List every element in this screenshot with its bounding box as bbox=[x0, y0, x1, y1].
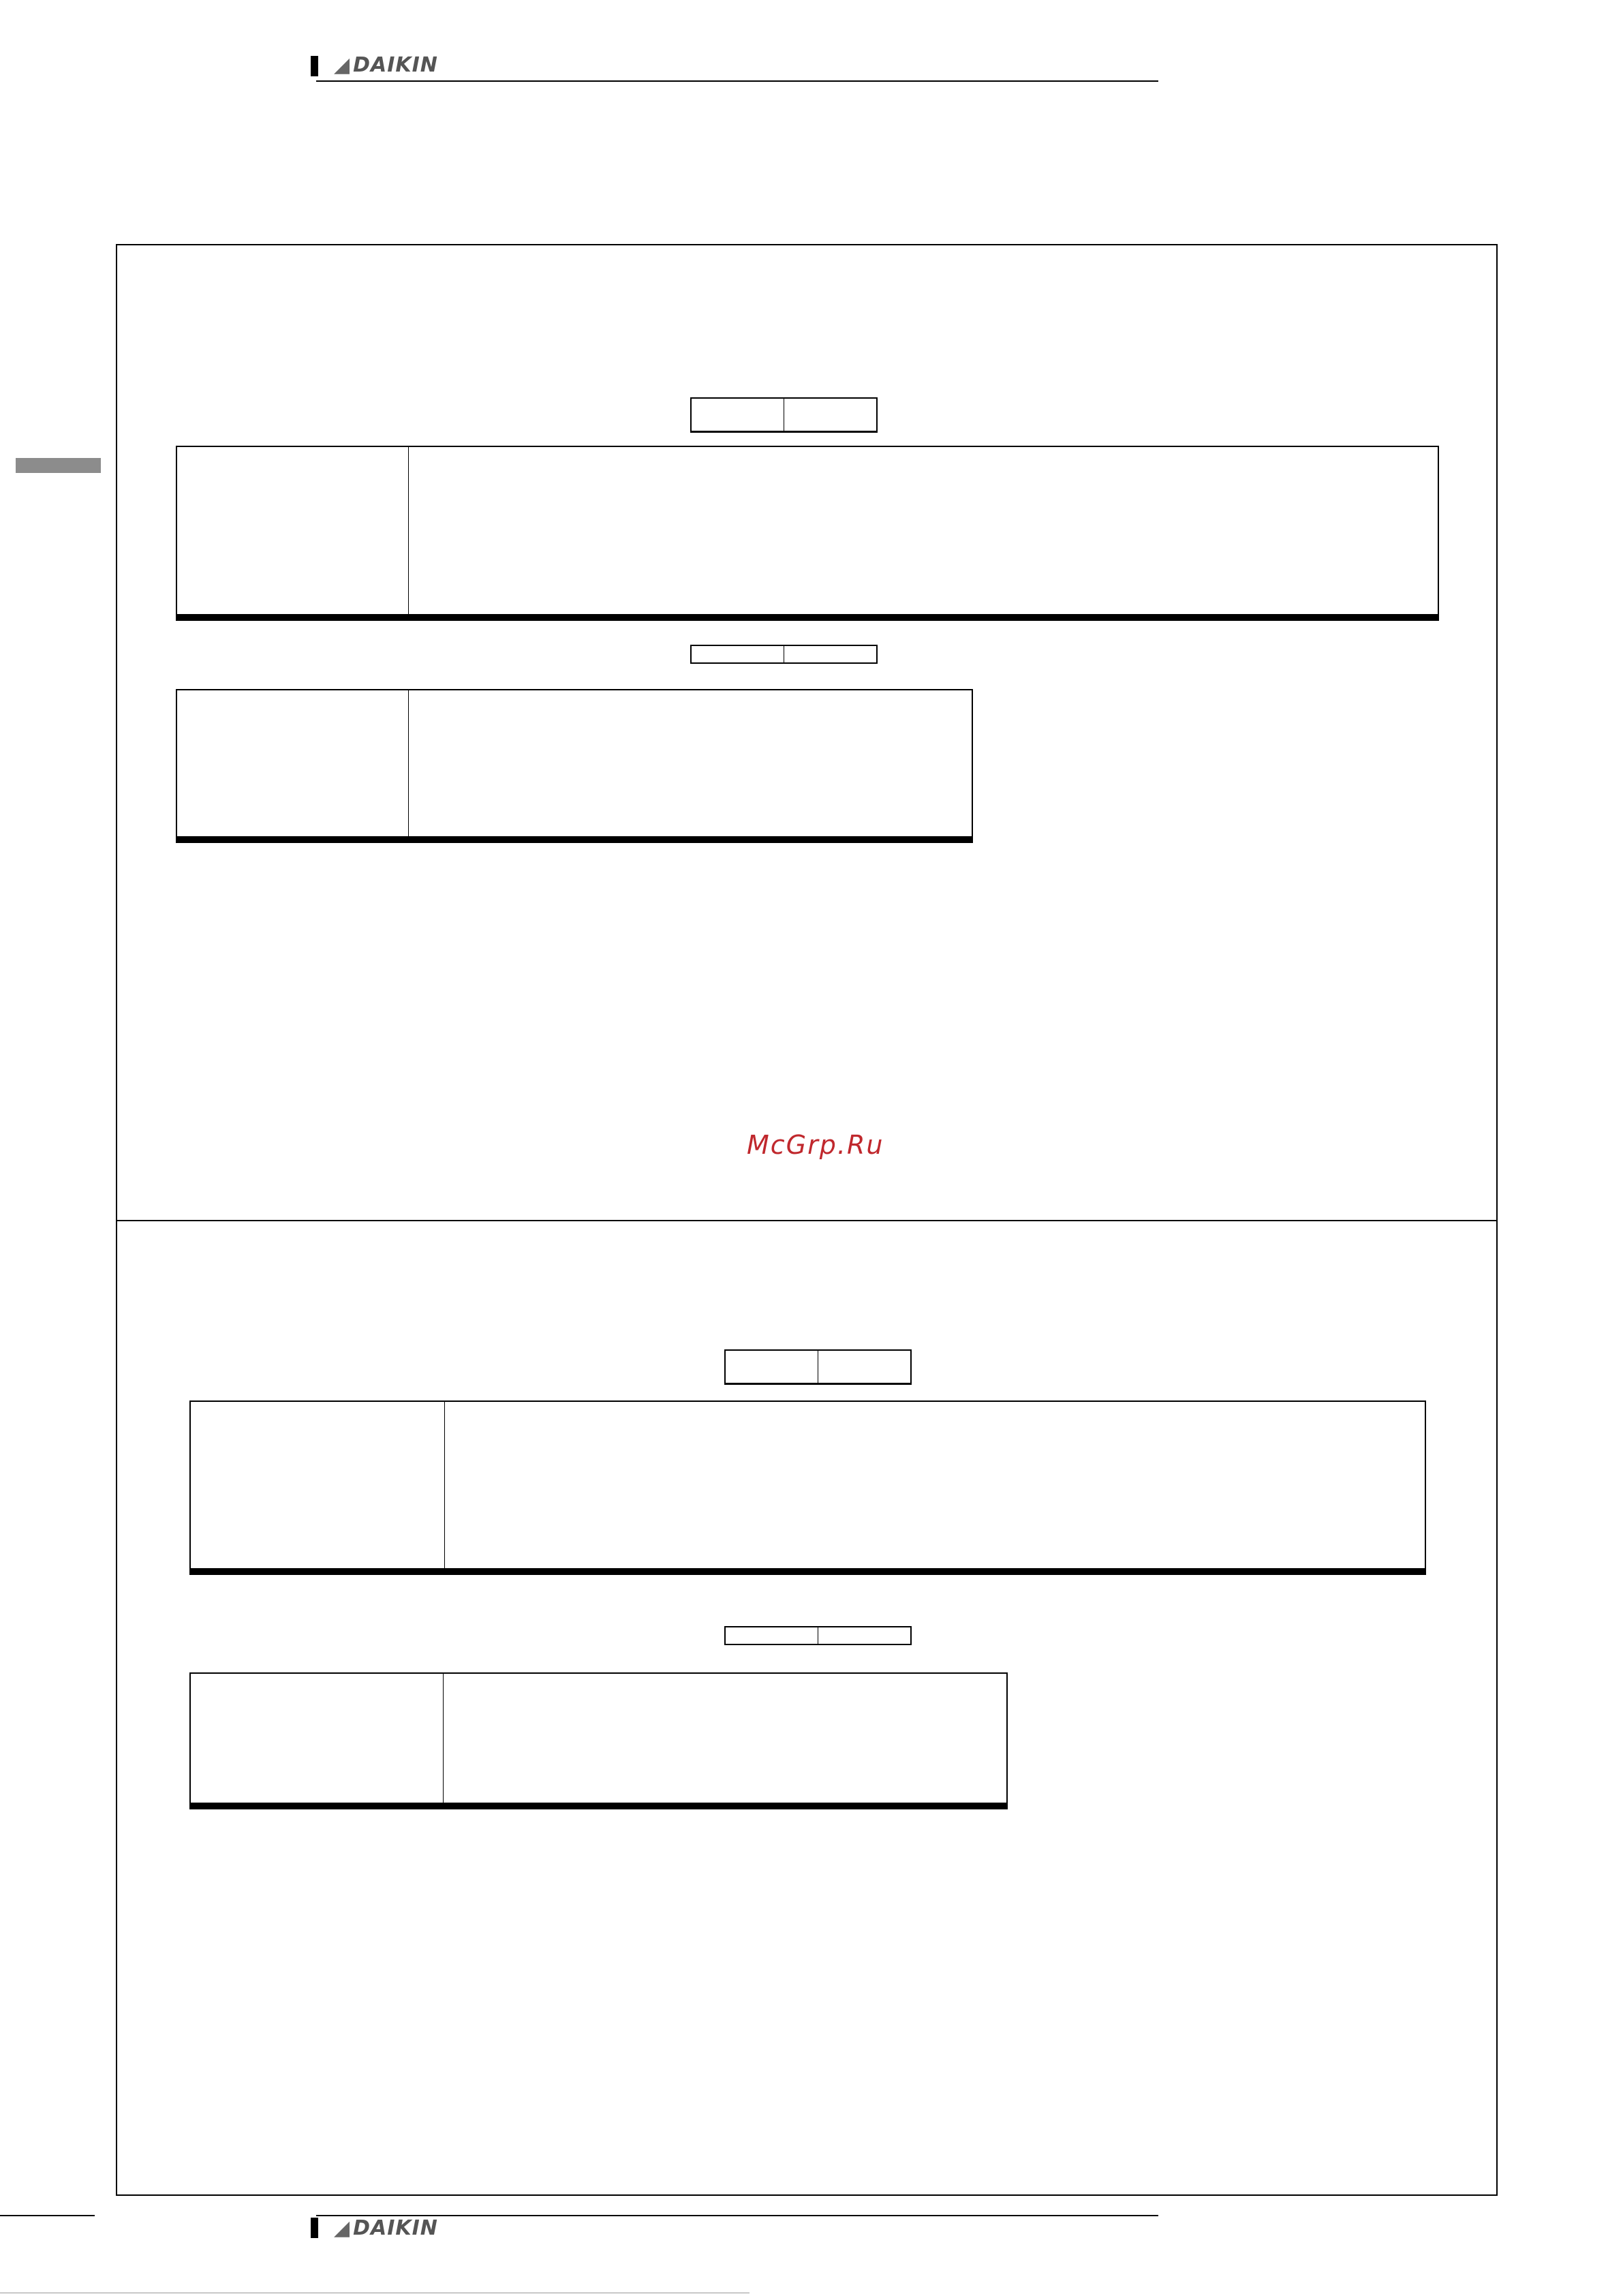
watermark-text: McGrp.Ru bbox=[747, 1130, 884, 1160]
header-logo-mark bbox=[311, 56, 318, 76]
data-table-3 bbox=[189, 1400, 1426, 1575]
data-table-2 bbox=[176, 689, 973, 843]
header-daikin-logo: ◢ DAIKIN bbox=[334, 53, 438, 77]
caption-table-3 bbox=[724, 1349, 912, 1385]
footer-logo-mark bbox=[311, 2218, 318, 2238]
footer-daikin-logo: ◢ DAIKIN bbox=[334, 2216, 438, 2240]
data-table-1 bbox=[176, 446, 1439, 621]
data-table-4 bbox=[189, 1672, 1008, 1809]
section-side-tab bbox=[16, 458, 101, 473]
footer-logo-bar bbox=[311, 2216, 1158, 2257]
footer-rule bbox=[316, 2215, 1158, 2216]
header-logo-bar bbox=[311, 49, 1158, 90]
header-rule bbox=[316, 80, 1158, 82]
caption-table-2 bbox=[690, 645, 878, 664]
caption-table-4 bbox=[724, 1626, 912, 1645]
footer-left-rule bbox=[0, 2215, 95, 2216]
caption-table-1 bbox=[690, 397, 878, 433]
